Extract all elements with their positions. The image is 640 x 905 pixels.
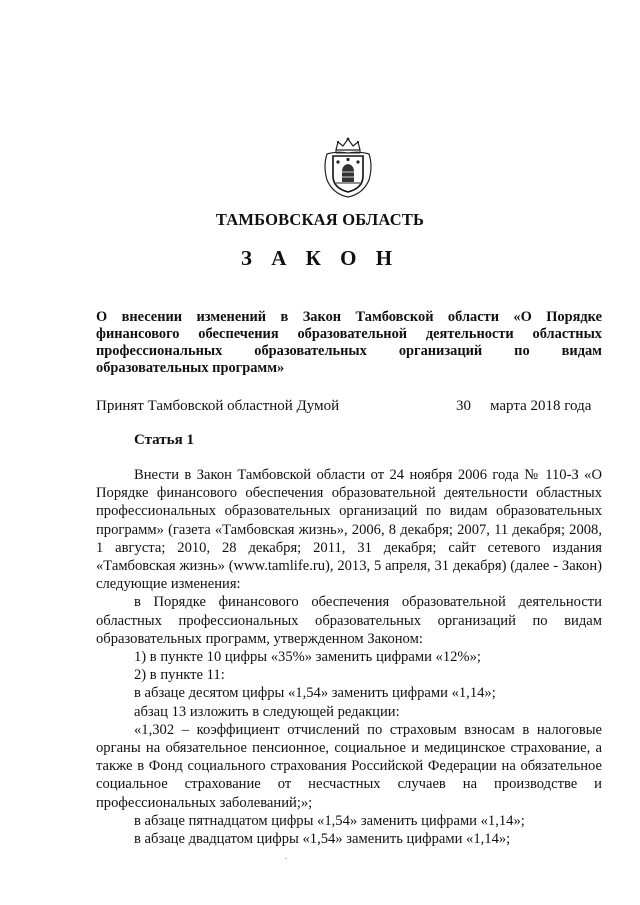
document-type-heading: З А К О Н: [240, 246, 400, 270]
adoption-month-year: марта 2018 года: [490, 398, 592, 414]
paragraph: в абзаце десятом цифры «1,54» заменить цифрами «1,14»;: [134, 685, 496, 702]
scan-artifact: [285, 858, 287, 859]
adoption-text: Принят Тамбовской областной Думой: [96, 398, 340, 414]
region-heading: ТАМБОВСКАЯ ОБЛАСТЬ: [215, 210, 425, 229]
paragraph: 2) в пункте 11:: [134, 667, 225, 684]
paragraph: в абзаце двадцатом цифры «1,54» заменить цифрами «1,14»;: [134, 831, 511, 848]
title-line: О внесении изменений в Закон Тамбовской области «О Порядке: [96, 309, 602, 325]
article-body: [96, 466, 602, 848]
paragraph: «1,302 – коэффициент отчислений по страховым взносам в налоговые органы на обязательное пенсионное, социальное и медицинское страхование, а также в Фонд социального страхования Российской Федерации на обязательное социальное страхование от несчастных случаев на производстве и профессиональных заболеваний;»;: [96, 721, 602, 811]
coat-of-arms-icon: [319, 136, 377, 198]
paragraph: в Порядке финансового обеспечения образовательной деятельности областных профессиональных образовательных организаций по видам образовательных программ, утвержденном Законом:: [96, 594, 602, 647]
title-line: образовательных программ»: [96, 360, 285, 376]
title-line: профессиональных образовательных организаций по видам: [96, 343, 602, 359]
law-title: [96, 309, 602, 377]
paragraph: абзац 13 изложить в следующей редакции:: [134, 703, 400, 720]
title-line: финансового обеспечения образовательной деятельности областных: [96, 326, 602, 342]
adoption-day: 30: [456, 398, 471, 414]
paragraph: в абзаце пятнадцатом цифры «1,54» заменить цифрами «1,14»;: [134, 812, 525, 829]
paragraph: 1) в пункте 10 цифры «35%» заменить цифрами «12%»;: [134, 649, 481, 666]
paragraph: Внести в Закон Тамбовской области от 24 ноября 2006 года № 110-З «О Порядке финансового обеспечения образовательной деятельности областных профессиональных образовательных организаций по видам образовательных программ» (газета «Тамбовская жизнь», 2006, 8 декабря; 2007, 11 декабря; 2008, 1 августа; 2010, 28 декабря; 2011, 31 декабря; сайт сетевого издания «Тамбовская жизнь» (www.tamlife.ru), 2013, 5 апреля, 31 декабря) (далее - Закон) следующие изменения:: [96, 467, 602, 593]
article-heading: Статья 1: [134, 432, 194, 448]
